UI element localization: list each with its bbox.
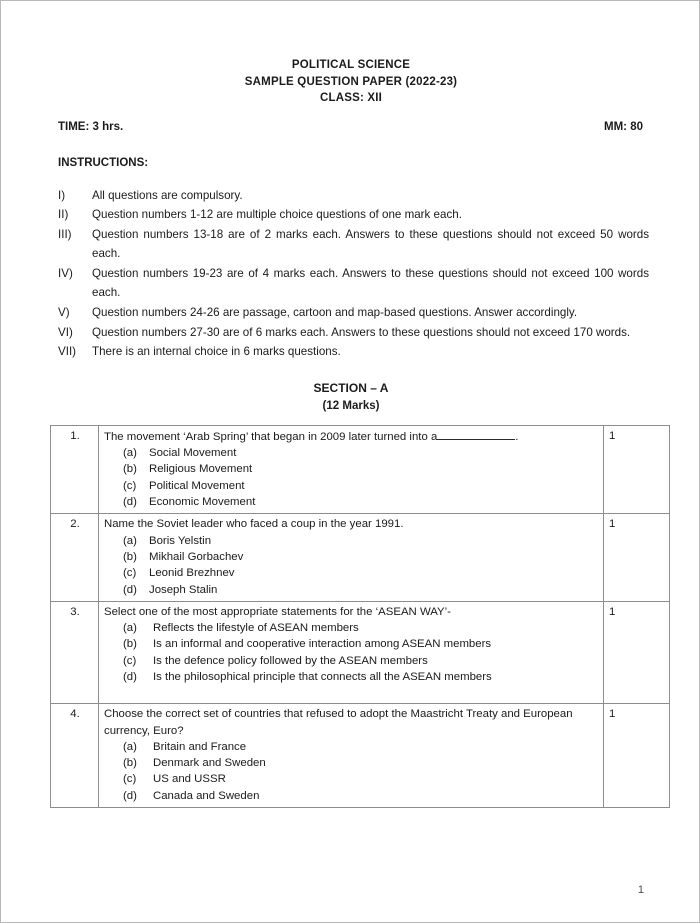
option-key: (a) bbox=[123, 534, 137, 547]
question-number: 4. bbox=[51, 704, 99, 808]
question-stem bbox=[104, 428, 599, 445]
option-list bbox=[104, 739, 599, 804]
option-key: (c) bbox=[123, 654, 137, 667]
section-marks: (12 Marks) bbox=[322, 399, 380, 412]
question-stem-text: The movement ‘Arab Spring’ that began in 2009 later turned into a bbox=[104, 430, 438, 443]
option-text: Political Movement bbox=[149, 479, 245, 492]
instruction-marker: III) bbox=[58, 227, 72, 241]
question-stem: Choose the correct set of countries that refused to adopt the Maastricht Treaty and European currency, Euro? bbox=[104, 708, 573, 737]
list-item[interactable] bbox=[104, 478, 599, 494]
question-number: 2. bbox=[51, 514, 99, 601]
subject-title: POLITICAL SCIENCE bbox=[291, 59, 411, 71]
option-text: Mikhail Gorbachev bbox=[149, 550, 244, 563]
question-number: 1. bbox=[51, 425, 99, 513]
list-item[interactable] bbox=[104, 565, 599, 581]
instruction-item bbox=[58, 225, 649, 264]
list-item[interactable] bbox=[104, 461, 599, 477]
instruction-text: Question numbers 13-18 are of 2 marks each. Answers to these questions should not exceed 50 words each. bbox=[92, 227, 649, 261]
option-key: (d) bbox=[123, 583, 137, 596]
instruction-text: There is an internal choice in 6 marks questions. bbox=[92, 345, 341, 359]
option-text: Economic Movement bbox=[149, 496, 256, 509]
question-marks: 1 bbox=[604, 601, 670, 703]
option-text: Denmark and Sweden bbox=[153, 757, 266, 770]
option-key: (b) bbox=[123, 550, 137, 563]
question-marks: 1 bbox=[604, 425, 670, 513]
instruction-item bbox=[58, 303, 649, 323]
option-key: (b) bbox=[123, 463, 137, 476]
list-item[interactable] bbox=[104, 739, 599, 755]
question-body bbox=[99, 425, 604, 513]
option-text: US and USSR bbox=[153, 773, 226, 786]
list-item[interactable] bbox=[104, 771, 599, 787]
option-text: Leonid Brezhnev bbox=[149, 567, 235, 580]
option-key: (a) bbox=[123, 622, 137, 635]
list-item[interactable] bbox=[104, 653, 599, 669]
instruction-marker: VII) bbox=[58, 345, 77, 359]
list-item[interactable] bbox=[104, 549, 599, 565]
class-title: CLASS: XII bbox=[319, 92, 383, 104]
list-item[interactable] bbox=[104, 494, 599, 510]
instruction-text: Question numbers 19-23 are of 4 marks each. Answers to these questions should not exceed 100 words each. bbox=[92, 266, 649, 300]
exam-max-marks: MM: 80 bbox=[604, 120, 643, 133]
question-stem: Name the Soviet leader who faced a coup in the year 1991. bbox=[104, 518, 404, 531]
section-heading bbox=[1, 379, 700, 415]
list-item[interactable] bbox=[104, 582, 599, 598]
option-text: Reflects the lifestyle of ASEAN members bbox=[153, 622, 359, 635]
instruction-item bbox=[58, 186, 649, 206]
option-text: Is the philosophical principle that connects all the ASEAN members bbox=[153, 671, 492, 683]
option-text: Joseph Stalin bbox=[149, 583, 218, 596]
option-key: (a) bbox=[123, 740, 137, 753]
list-item[interactable] bbox=[104, 620, 599, 636]
option-key: (d) bbox=[123, 671, 137, 683]
table-row bbox=[51, 704, 670, 808]
option-key: (d) bbox=[123, 496, 137, 509]
questions-table-wrapper bbox=[1, 425, 700, 808]
instruction-item bbox=[58, 342, 649, 362]
option-list bbox=[104, 445, 599, 510]
table-row bbox=[51, 601, 670, 703]
instruction-text: Question numbers 27-30 are of 6 marks each. Answers to these questions should not exceed 170 words. bbox=[92, 325, 631, 339]
option-key: (d) bbox=[123, 789, 137, 802]
question-stem: Select one of the most appropriate statements for the ‘ASEAN WAY’- bbox=[104, 605, 451, 618]
instruction-text: All questions are compulsory. bbox=[92, 188, 243, 202]
table-row bbox=[51, 514, 670, 601]
exam-meta-row bbox=[1, 121, 700, 133]
question-marks: 1 bbox=[604, 704, 670, 808]
instructions-heading: INSTRUCTIONS: bbox=[58, 156, 149, 169]
question-body bbox=[99, 704, 604, 808]
instruction-text: Question numbers 24-26 are passage, cartoon and map-based questions. Answer accordingly. bbox=[92, 306, 578, 320]
instruction-item bbox=[58, 264, 649, 303]
question-body bbox=[99, 601, 604, 703]
option-key: (c) bbox=[123, 567, 137, 580]
option-list bbox=[104, 620, 599, 685]
question-stem-tail: . bbox=[515, 430, 519, 443]
instruction-marker: I) bbox=[58, 188, 66, 202]
option-key: (b) bbox=[123, 638, 137, 651]
page-sheet bbox=[1, 1, 700, 923]
paper-title: SAMPLE QUESTION PAPER (2022-23) bbox=[244, 75, 458, 88]
instructions-list bbox=[1, 186, 700, 362]
instruction-item bbox=[58, 323, 649, 343]
instruction-marker: V) bbox=[58, 306, 70, 320]
instruction-marker: VI) bbox=[58, 325, 73, 339]
section-title: SECTION – A bbox=[313, 380, 389, 395]
list-item[interactable] bbox=[104, 636, 599, 652]
list-item[interactable] bbox=[104, 533, 599, 549]
option-text: Is the defence policy followed by the ASEAN members bbox=[153, 654, 428, 667]
instruction-text: Question numbers 1-12 are multiple choice questions of one mark each. bbox=[92, 208, 462, 222]
answer-blank bbox=[437, 428, 515, 440]
list-item[interactable] bbox=[104, 788, 599, 804]
option-text: Britain and France bbox=[153, 740, 247, 753]
option-text: Is an informal and cooperative interaction among ASEAN members bbox=[153, 638, 492, 651]
instruction-marker: IV) bbox=[58, 266, 73, 280]
document-header bbox=[1, 1, 700, 107]
option-text: Boris Yelstin bbox=[149, 534, 212, 547]
list-item[interactable] bbox=[104, 445, 599, 461]
instruction-item bbox=[58, 205, 649, 225]
question-marks: 1 bbox=[604, 514, 670, 601]
table-row bbox=[51, 425, 670, 513]
list-item[interactable] bbox=[104, 755, 599, 771]
option-key: (a) bbox=[123, 447, 137, 460]
questions-table bbox=[50, 425, 670, 808]
option-text: Social Movement bbox=[149, 447, 237, 460]
instruction-marker: II) bbox=[58, 208, 69, 222]
option-text: Canada and Sweden bbox=[153, 789, 260, 802]
list-item[interactable] bbox=[104, 669, 599, 685]
option-key: (c) bbox=[123, 479, 137, 492]
page-number: 1 bbox=[637, 884, 644, 896]
question-body bbox=[99, 514, 604, 601]
exam-duration: TIME: 3 hrs. bbox=[58, 120, 124, 133]
option-text: Religious Movement bbox=[149, 463, 253, 476]
option-key: (c) bbox=[123, 773, 137, 786]
option-list bbox=[104, 533, 599, 598]
row-spacer bbox=[104, 685, 599, 700]
question-number: 3. bbox=[51, 601, 99, 703]
option-key: (b) bbox=[123, 757, 137, 770]
